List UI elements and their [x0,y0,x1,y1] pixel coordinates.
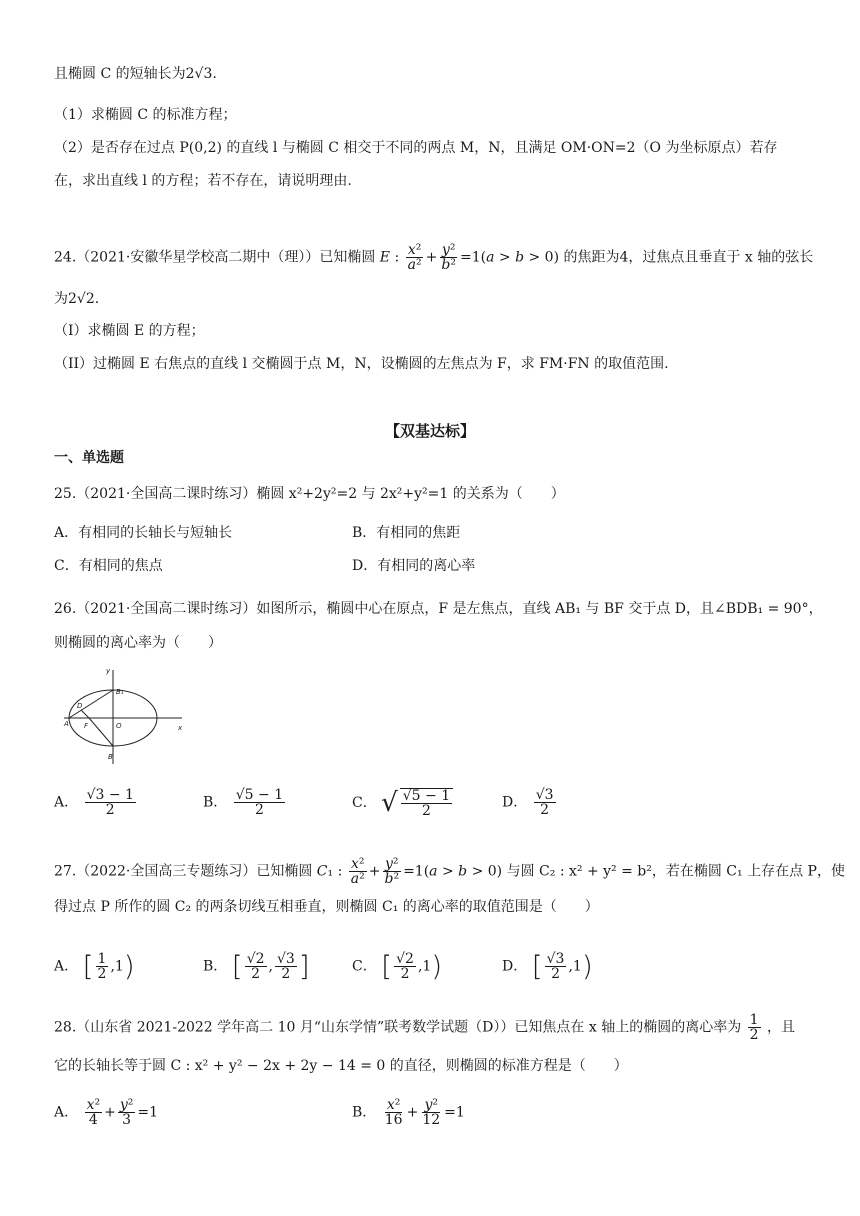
fig-label-f: F [84,722,89,730]
q25-option-d: D．有相同的离心率 [352,558,476,574]
q23-line1: 且椭圆 C 的短轴长为2√3. [54,66,217,82]
q24-condition: 的焦距为4，过焦点且垂直于 x 轴的弦长 [563,249,814,266]
q24-part1: （I）求椭圆 E 的方程； [54,323,205,339]
q26-stem-line2: 则椭圆的离心率为（ ） [54,635,222,651]
q23-part1: （1）求椭圆 C 的标准方程； [54,107,237,123]
q23-part2-line2: 在，求出直线 l 的方程；若不存在，请说明理由. [54,173,352,189]
q24-source: 24.（2021·安徽华星学校高二期中（理））已知椭圆 [54,249,376,266]
q27-option-d: D． [ $\frac{√3}{2}$ ,1) [502,949,593,983]
q27-stem-line2: 得过点 P 所作的圆 C₂ 的两条切线互相垂直，则椭圆 C₁ 的离心率的取值范围是（ ） [54,899,599,915]
q23-part2-line1: （2）是否存在过点 P(0,2) 的直线 l 与椭圆 C 相交于不同的两点 M，N，且满足 OM·ON=2（O 为坐标原点）若存 [54,140,778,156]
q26-option-b: B． $\frac{√5 - 1}{2}$ [203,787,284,818]
q28-stem-line1: 28.（山东省 2021-2022 学年高二 10 月“山东学情”联考数学试题（D））已知焦点在 x 轴上的椭圆的离心率为 $\frac{1}{2}$ ，且 [54,1012,796,1043]
q26-option-a: A． $\frac{√3 - 1}{2}$ [54,787,134,818]
q26-stem-line1: 26.（2021·全国高二课时练习）如图所示，椭圆中心在原点，F 是左焦点，直线 AB₁ 与 BF 交于点 D，且∠BDB₁ = 90°， [54,601,823,617]
fig-label-d: D [77,702,83,710]
q27-stem-line1: 27.（2022·全国高三专题练习）已知椭圆 C₁ : $\frac{\text{x²}}{\text{a²}}$ + $\frac{\text{y²}}{\text{b²}}$ =1(a > b > 0) 与圆 C₂ : x² + y² = b²，若在椭圆 C₁ 上存在点 P，使 [54,856,845,887]
q24-part2: （II）过椭圆 E 右焦点的直线 l 交椭圆于点 M，N，设椭圆的左焦点为 F，求 FM·FN 的取值范围. [54,356,669,372]
fig-label-b: B [108,753,113,761]
fig-label-a: A [64,720,69,728]
q24-line2: 为2√2. [54,291,100,307]
q26-option-d: D． $\frac{√3}{2}$ [502,787,554,818]
q25-option-a: A．有相同的长轴长与短轴长 [54,525,233,541]
fig-label-y: y [106,667,111,675]
section-title: 【双基达标】 [384,422,475,440]
q25-stem: 25.（2021·全国高二课时练习）椭圆 x²+2y²=2 与 2x²+y²=1 的关系为（ ） [54,486,565,502]
q27-option-c: C． [ $\frac{√2}{2}$ ,1) [352,949,443,983]
q26-option-c: C． √ $\frac{√5 - 1}{2}$ [352,788,455,818]
fig-label-o: O [116,722,122,730]
q28-option-b: B． $\frac{\text{x²}}{16}$ + $\frac{\text{y²}}{12}$ =1 [352,1097,465,1128]
fig-label-x: x [178,724,183,732]
section-subtitle: 一、单选题 [54,450,124,466]
q25-option-b: B．有相同的焦距 [352,525,461,541]
q28-option-a: A． $\frac{\text{x²}}{4}$ + $\frac{\text{y²}}{3}$ =1 [54,1097,159,1128]
q27-option-b: B． [ $\frac{√2}{2}$ , $\frac{√3}{2}$ ] [203,949,310,983]
q28-stem-line2: 它的长轴长等于圆 C : x² + y² − 2x + 2y − 14 = 0 的直径，则椭圆的标准方程是（ ） [54,1058,628,1074]
ellipse-figure [60,664,190,768]
q24-stem: 24.（2021·安徽华星学校高二期中（理））已知椭圆 E : $\frac{\text{x²}}{\text{a²}}$ + $\frac{\text{y²}}{\text{b²}}$ =1(a > b > 0) 的焦距为4，过焦点且垂直于 x 轴的弦长 [54,242,814,273]
fig-label-b1: B₁ [116,688,124,696]
q25-option-c: C．有相同的焦点 [54,558,163,574]
q27-option-a: A． [ $\frac{1}{2}$ ,1) [54,949,135,983]
